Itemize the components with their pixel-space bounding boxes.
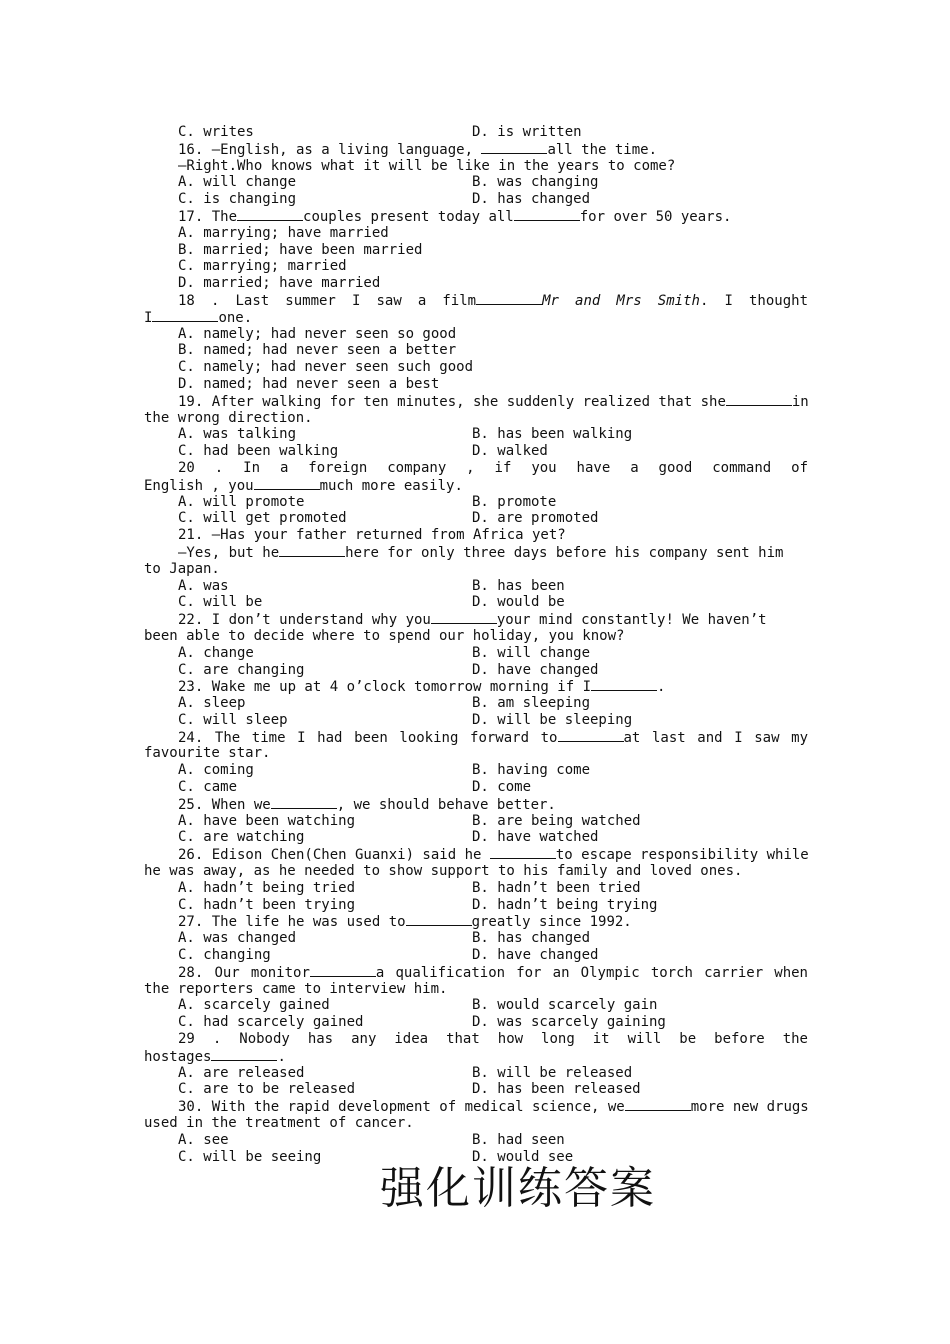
q24-options-cd bbox=[144, 779, 808, 796]
q17-option-d: D. married; have married bbox=[178, 275, 381, 292]
q30-option-d: D. would see bbox=[472, 1148, 574, 1165]
q30-option-b: B. had seen bbox=[472, 1131, 565, 1148]
q20-text-b: much more easily. bbox=[319, 477, 463, 494]
q15-option-d: D. is written bbox=[472, 124, 582, 140]
q23-text-b: . bbox=[657, 679, 666, 696]
q29-option-d: D. has been released bbox=[472, 1081, 641, 1098]
q24-stem-line1 bbox=[144, 729, 808, 746]
q28-option-b: B. would scarcely gain bbox=[472, 997, 658, 1014]
q25-options-cd bbox=[144, 829, 808, 846]
q28-blank bbox=[310, 964, 376, 977]
q29-option-b: B. will be released bbox=[472, 1064, 633, 1081]
q17-option-a: A. marrying; have married bbox=[178, 224, 389, 241]
q19-options-cd bbox=[144, 443, 808, 460]
q30-option-a: A. see bbox=[178, 1131, 229, 1148]
q17-text-b: couples present today all bbox=[303, 208, 514, 225]
q21-stem-line2 bbox=[144, 544, 808, 561]
q25-text-a: 25. When we bbox=[178, 796, 271, 813]
answer-section-heading: 强化训练答案 bbox=[380, 1163, 656, 1214]
q19-options-ab bbox=[144, 426, 808, 443]
q24-option-b: B. having come bbox=[472, 762, 591, 779]
q22-text-a: 22. I don’t understand why you bbox=[178, 612, 431, 629]
q15-options bbox=[144, 124, 808, 141]
q18-text-b: . I thought bbox=[699, 292, 808, 309]
q15-option-c: C. writes bbox=[178, 124, 254, 140]
q21-option-b: B. has been bbox=[472, 577, 565, 594]
q26-option-c: C. hadn’t been trying bbox=[178, 896, 356, 913]
q24-stem-line2: favourite star. bbox=[144, 745, 271, 762]
q18-film-title: Mr and Mrs Smith bbox=[542, 292, 700, 309]
q23-stem bbox=[144, 678, 808, 695]
q25-option-d: D. have watched bbox=[472, 829, 599, 846]
q20-options-ab bbox=[144, 494, 808, 511]
q18-stem-line1 bbox=[144, 292, 808, 309]
q18-option-d: D. named; had never seen a best bbox=[178, 375, 440, 392]
q28-stem-line2: the reporters came to interview him. bbox=[144, 980, 448, 997]
q19-stem-line2: the wrong direction. bbox=[144, 409, 313, 426]
q20-option-c: C. will get promoted bbox=[178, 510, 347, 527]
q19-option-a: A. was talking bbox=[178, 426, 297, 443]
q27-text-b: greatly since 1992. bbox=[471, 914, 632, 931]
q30-stem-line1 bbox=[144, 1098, 808, 1115]
q19-option-c: C. had been walking bbox=[178, 443, 339, 460]
q25-option-b: B. are being watched bbox=[472, 812, 641, 829]
q22-stem-line2: been able to decide where to spend our holiday, you know? bbox=[144, 627, 625, 644]
q25-text-b: , we should behave better. bbox=[336, 796, 556, 813]
q22-options-ab bbox=[144, 645, 808, 662]
q29-stem-line1: 29 . Nobody has any idea that how long it will be before the bbox=[178, 1031, 808, 1048]
q16-reply: —Right.Who knows what it will be like in the years to come? bbox=[178, 157, 676, 174]
q29-option-a: A. are released bbox=[178, 1064, 305, 1081]
q30-stem-line2: used in the treatment of cancer. bbox=[144, 1115, 414, 1132]
q21-text-b: here for only three days before his company sent him bbox=[345, 544, 784, 561]
q29-stem-line2 bbox=[144, 1048, 808, 1065]
q26-option-d: D. hadn’t being trying bbox=[472, 896, 658, 913]
q29-text-b: . bbox=[277, 1048, 286, 1065]
q28-options-cd bbox=[144, 1014, 808, 1031]
q21-option-d: D. would be bbox=[472, 594, 565, 611]
q27-blank bbox=[406, 913, 472, 926]
q24-blank bbox=[558, 729, 624, 742]
q16-blank bbox=[481, 141, 547, 154]
q23-options-ab bbox=[144, 695, 808, 712]
q20-stem-line2 bbox=[144, 477, 808, 494]
q16-option-d: D. has changed bbox=[472, 191, 591, 208]
q30-blank bbox=[625, 1098, 691, 1111]
q29-options-cd bbox=[144, 1081, 808, 1098]
q23-option-b: B. am sleeping bbox=[472, 695, 591, 712]
q16-options-cd bbox=[144, 191, 808, 208]
q18-blank-2 bbox=[152, 309, 218, 322]
q26-blank bbox=[490, 846, 556, 859]
q27-options-cd bbox=[144, 947, 808, 964]
q21-options-cd bbox=[144, 594, 808, 611]
q25-option-a: A. have been watching bbox=[178, 812, 356, 829]
q19-text-a: 19. After walking for ten minutes, she suddenly realized that she bbox=[178, 393, 726, 410]
q28-option-d: D. was scarcely gaining bbox=[472, 1014, 666, 1031]
q29-options-ab bbox=[144, 1065, 808, 1082]
q21-option-c: C. will be bbox=[178, 594, 263, 611]
q18-option-a: A. namely; had never seen so good bbox=[178, 325, 457, 342]
q20-stem-line1: 20 . In a foreign company , if you have a good command of bbox=[178, 459, 808, 476]
q22-stem-line1 bbox=[144, 611, 808, 628]
q18-blank-1 bbox=[476, 292, 542, 305]
q21-stem-line3: to Japan. bbox=[144, 560, 220, 577]
q23-text-a: 23. Wake me up at 4 o’clock tomorrow morning if I bbox=[178, 679, 592, 696]
q24-option-d: D. come bbox=[472, 779, 532, 796]
q25-option-c: C. are watching bbox=[178, 829, 305, 846]
q16-options-ab bbox=[144, 174, 808, 191]
q20-option-b: B. promote bbox=[472, 493, 557, 510]
q18-stem-line2 bbox=[144, 309, 808, 326]
q17-stem bbox=[144, 208, 808, 225]
q21-text-a: —Yes, but he bbox=[178, 544, 280, 561]
q16-option-b: B. was changing bbox=[472, 174, 599, 191]
q17-blank-2 bbox=[514, 208, 580, 221]
q24-option-c: C. came bbox=[178, 779, 238, 796]
q18-text-c: I bbox=[144, 309, 153, 326]
q18-option-b: B. named; had never seen a better bbox=[178, 342, 457, 359]
q17-blank-1 bbox=[237, 208, 303, 221]
q27-option-c: C. changing bbox=[178, 947, 271, 964]
q23-options-cd bbox=[144, 712, 808, 729]
q22-option-a: A. change bbox=[178, 644, 254, 661]
q21-stem-line1: 21. —Has your father returned from Africa yet? bbox=[178, 527, 566, 544]
q24-text-a: 24. The time I had been looking forward to bbox=[178, 729, 558, 746]
q16-text-a: 16. —English, as a living language, bbox=[178, 141, 482, 158]
q20-option-d: D. are promoted bbox=[472, 510, 599, 527]
q28-text-a: 28. Our monitor bbox=[178, 964, 310, 981]
q17-text-a: 17. The bbox=[178, 208, 238, 225]
q17-option-b: B. married; have been married bbox=[178, 241, 423, 258]
q23-blank bbox=[591, 678, 657, 691]
q28-option-c: C. had scarcely gained bbox=[178, 1014, 364, 1031]
q29-blank bbox=[211, 1048, 277, 1061]
q21-option-a: A. was bbox=[178, 577, 229, 594]
q16-option-c: C. is changing bbox=[178, 191, 297, 208]
q18-option-c: C. namely; had never seen such good bbox=[178, 359, 474, 376]
q21-options-ab bbox=[144, 578, 808, 595]
q21-blank bbox=[279, 544, 345, 557]
q22-text-b: your mind constantly! We haven’t bbox=[496, 612, 767, 629]
q26-stem-line2: he was away, as he needed to show support to his family and loved ones. bbox=[144, 863, 743, 880]
exercise-page bbox=[144, 124, 808, 1165]
q22-option-c: C. are changing bbox=[178, 661, 305, 678]
q27-option-a: A. was changed bbox=[178, 930, 297, 947]
q18-text-a: 18 . Last summer I saw a film bbox=[178, 292, 477, 309]
q17-option-c: C. marrying; married bbox=[178, 258, 347, 275]
q16-option-a: A. will change bbox=[178, 174, 297, 191]
q28-option-a: A. scarcely gained bbox=[178, 997, 330, 1014]
q29-option-c: C. are to be released bbox=[178, 1081, 356, 1098]
q26-option-b: B. hadn’t been tried bbox=[472, 879, 641, 896]
q26-option-a: A. hadn’t being tried bbox=[178, 879, 356, 896]
q16-text-b: all the time. bbox=[547, 141, 658, 158]
q17-text-c: for over 50 years. bbox=[579, 208, 732, 225]
q27-stem bbox=[144, 913, 808, 930]
q29-text-a: hostages bbox=[144, 1048, 212, 1065]
q20-blank bbox=[254, 477, 320, 490]
q26-text-b: to escape responsibility while bbox=[555, 847, 809, 864]
q24-text-b: at last and I saw my bbox=[623, 729, 808, 746]
q23-option-c: C. will sleep bbox=[178, 711, 288, 728]
q25-blank bbox=[271, 796, 337, 809]
q19-option-d: D. walked bbox=[472, 443, 548, 460]
q19-text-b: in bbox=[791, 393, 809, 410]
q23-option-a: A. sleep bbox=[178, 695, 246, 712]
q26-options-cd bbox=[144, 897, 808, 914]
q26-options-ab bbox=[144, 880, 808, 897]
q25-stem bbox=[144, 796, 808, 813]
q22-option-d: D. have changed bbox=[472, 661, 599, 678]
q19-blank bbox=[726, 393, 792, 406]
q22-option-b: B. will change bbox=[472, 644, 591, 661]
q30-text-a: 30. With the rapid development of medical science, we bbox=[178, 1099, 625, 1116]
q28-stem-line1 bbox=[144, 964, 808, 981]
q26-stem-line1 bbox=[144, 846, 808, 863]
q27-text-a: 27. The life he was used to bbox=[178, 914, 406, 931]
q26-text-a: 26. Edison Chen(Chen Guanxi) said he bbox=[178, 847, 490, 864]
q28-options-ab bbox=[144, 997, 808, 1014]
q30-options-ab bbox=[144, 1132, 808, 1149]
q22-options-cd bbox=[144, 662, 808, 679]
q20-options-cd bbox=[144, 510, 808, 527]
q27-option-b: B. has changed bbox=[472, 930, 591, 947]
q28-text-b: a qualification for an Olympic torch carrier when bbox=[375, 964, 808, 981]
q20-text-a: English , you bbox=[144, 477, 254, 494]
q24-options-ab bbox=[144, 762, 808, 779]
q19-option-b: B. has been walking bbox=[472, 426, 633, 443]
q18-text-d: one. bbox=[218, 309, 253, 326]
q30-option-c: C. will be seeing bbox=[178, 1148, 322, 1165]
q16-stem bbox=[144, 141, 808, 158]
q24-option-a: A. coming bbox=[178, 762, 254, 779]
q27-option-d: D. have changed bbox=[472, 947, 599, 964]
q25-options-ab bbox=[144, 813, 808, 830]
q22-blank bbox=[431, 611, 497, 624]
q19-stem-line1 bbox=[144, 393, 808, 410]
q20-option-a: A. will promote bbox=[178, 493, 305, 510]
q30-text-b: more new drugs bbox=[690, 1099, 809, 1116]
q23-option-d: D. will be sleeping bbox=[472, 711, 633, 728]
q27-options-ab bbox=[144, 930, 808, 947]
